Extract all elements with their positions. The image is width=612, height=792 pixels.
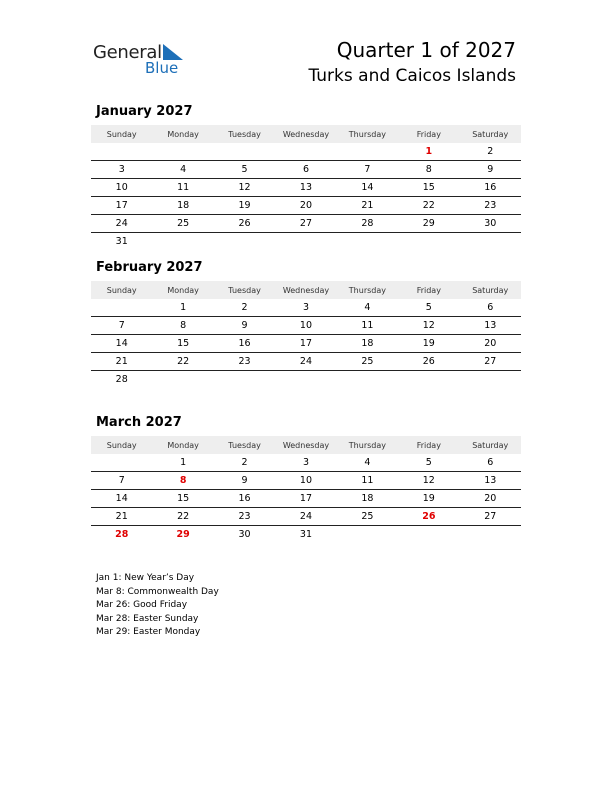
day-cell: 21 — [115, 511, 128, 522]
day-cell: 9 — [241, 320, 248, 331]
holiday-notes — [96, 572, 219, 640]
day-cell: 18 — [361, 338, 374, 349]
day-cell: 19 — [238, 200, 251, 211]
day-cell: 9 — [241, 475, 248, 486]
day-cell: 21 — [361, 200, 374, 211]
day-cell: 25 — [361, 356, 374, 367]
day-cell: 11 — [361, 320, 374, 331]
day-cell: 26 — [422, 356, 435, 367]
weekday-label: Wednesday — [282, 285, 330, 295]
day-cell: 31 — [115, 236, 128, 247]
day-cell: 2 — [487, 146, 494, 157]
day-cell: 10 — [115, 182, 128, 193]
day-cell: 3 — [302, 302, 309, 313]
weekday-label: Monday — [167, 129, 199, 139]
weekday-label: Wednesday — [282, 440, 330, 450]
holiday-note: Mar 8: Commonwealth Day — [96, 586, 219, 597]
day-cell: 4 — [180, 164, 187, 175]
month-january — [91, 104, 521, 250]
day-cell: 8 — [425, 164, 432, 175]
day-cell: 7 — [118, 475, 125, 486]
day-cell: 27 — [299, 218, 313, 229]
day-cell: 23 — [238, 356, 251, 367]
day-cell: 13 — [299, 182, 313, 193]
week-row — [91, 454, 521, 472]
day-cell: 5 — [425, 302, 432, 313]
logo-word-general: General — [93, 42, 162, 63]
weekday-label: Thursday — [348, 440, 386, 450]
holiday-note: Mar 29: Easter Monday — [96, 627, 201, 637]
day-cell: 8 — [180, 320, 187, 331]
logo-flag-icon — [161, 44, 183, 60]
day-cell: 13 — [484, 475, 497, 486]
day-cell: 17 — [299, 338, 313, 349]
day-cell: 21 — [115, 356, 128, 367]
week-row — [91, 161, 521, 179]
day-cell: 7 — [118, 320, 125, 331]
day-cell: 26 — [238, 218, 251, 229]
day-cell: 22 — [177, 511, 190, 522]
day-cell: 5 — [241, 164, 248, 175]
weekday-header — [91, 281, 521, 299]
day-cell: 29 — [176, 529, 190, 540]
day-cell: 1 — [180, 457, 187, 468]
day-cell: 8 — [179, 475, 187, 486]
week-row — [91, 143, 521, 161]
day-cell: 27 — [484, 356, 497, 367]
week-row — [91, 299, 521, 317]
weekday-label: Saturday — [472, 129, 509, 139]
day-cell: 16 — [238, 338, 251, 349]
day-cell: 1 — [180, 302, 187, 313]
month-title: March 2027 — [96, 415, 182, 430]
month-title: January 2027 — [96, 104, 193, 119]
weekday-label: Thursday — [348, 285, 386, 295]
holiday-note: Mar 28: Easter Sunday — [96, 613, 199, 624]
weekday-label: Friday — [416, 285, 441, 295]
day-cell: 14 — [115, 338, 128, 349]
week-row — [91, 179, 521, 197]
weekday-label: Thursday — [348, 129, 386, 139]
day-cell: 28 — [115, 529, 129, 540]
weekday-header — [91, 125, 521, 143]
weekday-label: Tuesday — [228, 285, 261, 295]
day-cell: 18 — [177, 200, 190, 211]
day-cell: 5 — [425, 457, 432, 468]
day-cell: 24 — [115, 218, 128, 229]
day-cell: 4 — [364, 302, 371, 313]
day-cell: 2 — [241, 457, 248, 468]
day-cell: 12 — [238, 182, 251, 193]
day-cell: 16 — [484, 182, 497, 193]
day-cell: 13 — [484, 320, 497, 331]
day-cell: 30 — [238, 529, 251, 540]
weekday-label: Friday — [416, 440, 441, 450]
weekday-label: Monday — [167, 285, 199, 295]
day-cell: 22 — [422, 200, 435, 211]
day-cell: 6 — [487, 302, 494, 313]
day-cell: 11 — [361, 475, 374, 486]
day-cell: 17 — [299, 493, 313, 504]
weekday-label: Sunday — [106, 440, 137, 450]
day-cell: 15 — [177, 493, 190, 504]
day-cell: 16 — [238, 493, 251, 504]
week-row — [91, 233, 521, 250]
day-cell: 22 — [177, 356, 190, 367]
weekday-label: Wednesday — [282, 129, 330, 139]
day-cell: 18 — [361, 493, 374, 504]
week-row — [91, 353, 521, 371]
month-title: February 2027 — [96, 260, 203, 275]
day-cell: 30 — [484, 218, 497, 229]
day-cell: 15 — [177, 338, 190, 349]
day-cell: 3 — [302, 457, 309, 468]
day-cell: 10 — [299, 320, 313, 331]
day-cell: 17 — [115, 200, 128, 211]
holiday-note: Jan 1: New Year’s Day — [96, 573, 195, 583]
month-february — [91, 260, 521, 388]
day-cell: 31 — [299, 529, 313, 540]
holiday-note: Mar 26: Good Friday — [96, 600, 188, 610]
weekday-label: Tuesday — [228, 440, 261, 450]
day-cell: 28 — [115, 374, 128, 385]
day-cell: 24 — [299, 511, 313, 522]
week-row — [91, 215, 521, 233]
week-row — [91, 371, 521, 388]
week-row — [91, 526, 521, 543]
week-row — [91, 335, 521, 353]
weekday-label: Saturday — [472, 440, 509, 450]
day-cell: 28 — [361, 218, 374, 229]
day-cell: 1 — [425, 146, 433, 157]
day-cell: 26 — [422, 511, 436, 522]
logo-word-blue: Blue — [145, 59, 179, 77]
weekday-label: Friday — [416, 129, 441, 139]
day-cell: 7 — [364, 164, 371, 175]
week-row — [91, 508, 521, 526]
day-cell: 20 — [484, 493, 497, 504]
day-cell: 25 — [361, 511, 374, 522]
weekday-header — [91, 436, 521, 454]
day-cell: 20 — [484, 338, 497, 349]
week-row — [91, 472, 521, 490]
day-cell: 19 — [422, 493, 435, 504]
day-cell: 2 — [241, 302, 248, 313]
day-cell: 20 — [299, 200, 313, 211]
day-cell: 15 — [422, 182, 435, 193]
day-cell: 10 — [299, 475, 313, 486]
day-cell: 23 — [484, 200, 497, 211]
day-cell: 9 — [487, 164, 494, 175]
week-row — [91, 490, 521, 508]
day-cell: 3 — [118, 164, 125, 175]
day-cell: 6 — [487, 457, 494, 468]
weekday-label: Monday — [167, 440, 199, 450]
day-cell: 12 — [422, 320, 435, 331]
week-row — [91, 317, 521, 335]
page-subtitle: Turks and Caicos Islands — [308, 66, 516, 86]
day-cell: 29 — [422, 218, 435, 229]
day-cell: 4 — [364, 457, 371, 468]
day-cell: 11 — [177, 182, 190, 193]
weekday-label: Sunday — [106, 285, 137, 295]
day-cell: 14 — [115, 493, 128, 504]
weekday-label: Tuesday — [228, 129, 261, 139]
day-cell: 19 — [422, 338, 435, 349]
weekday-label: Sunday — [106, 129, 137, 139]
day-cell: 6 — [302, 164, 309, 175]
day-cell: 14 — [361, 182, 374, 193]
day-cell: 24 — [299, 356, 313, 367]
day-cell: 25 — [177, 218, 190, 229]
weekday-label: Saturday — [472, 285, 509, 295]
week-row — [91, 197, 521, 215]
page-title: Quarter 1 of 2027 — [336, 38, 516, 62]
day-cell: 12 — [422, 475, 435, 486]
brand-logo — [93, 40, 203, 80]
month-march — [91, 415, 521, 543]
day-cell: 23 — [238, 511, 251, 522]
day-cell: 27 — [484, 511, 497, 522]
